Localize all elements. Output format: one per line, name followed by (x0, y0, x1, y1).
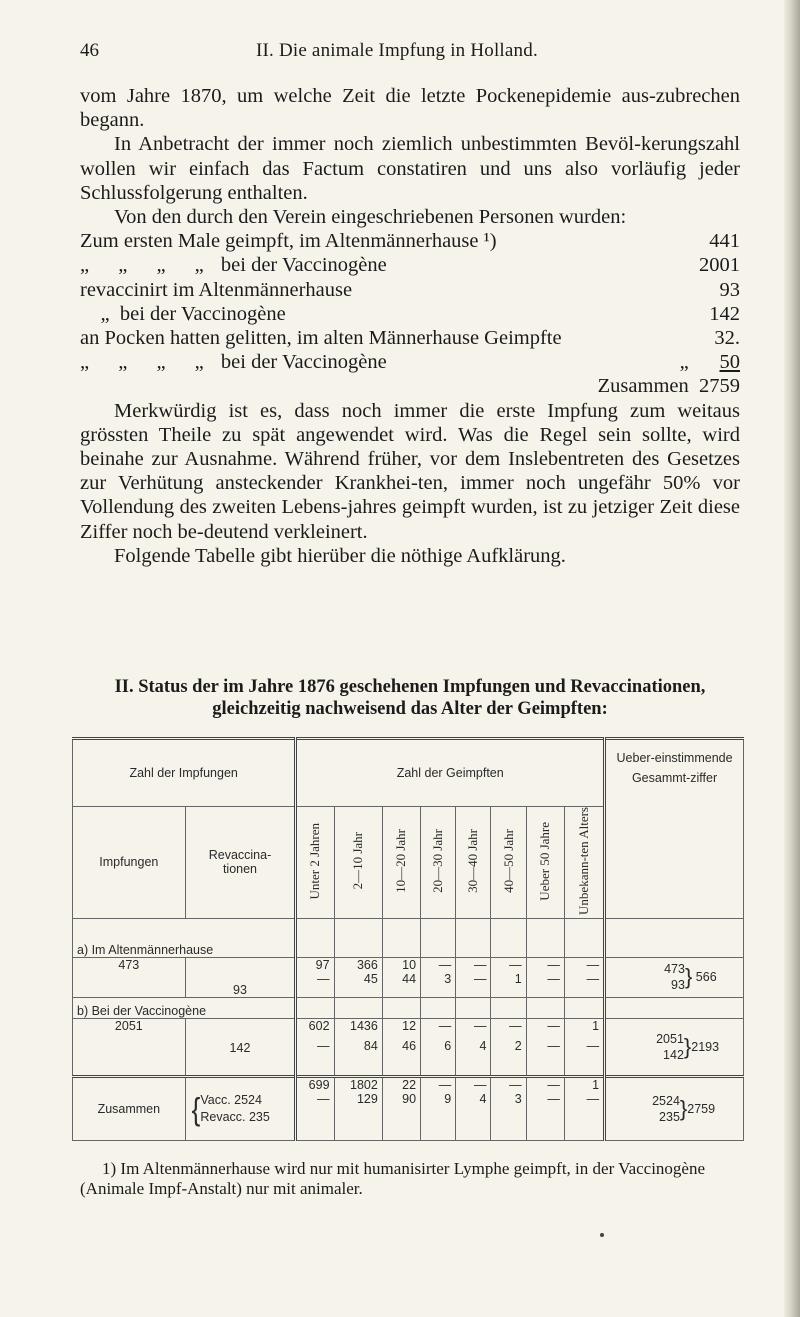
header-impfungen: Impfungen (73, 807, 186, 919)
stats-row: Zum ersten Male geimpft, im Altenmännerhause ¹) 441 (80, 230, 740, 253)
table-header-group-row (73, 739, 744, 807)
header-gesammt: Ueber-einstimmende Gesammt-ziffer (605, 739, 744, 919)
page-edge-shadow (784, 0, 800, 1317)
section-b-sum: 2051 142}2193 (605, 1018, 744, 1076)
section-a-label: a) Im Altenmännerhause (73, 918, 296, 957)
ink-dot (600, 1233, 604, 1237)
header-age: 2—10 Jahr (350, 832, 366, 890)
paragraph-3-intro: Von den durch den Verein eingeschriebenen Personen wurden: (114, 206, 627, 229)
total-sum: 2524 235}2759 (605, 1076, 744, 1140)
paragraph-2: In Anbetracht der immer noch ziemlich unbestimmten Bevöl-kerungszahl wollen wir einfach das Factum constatiren und uns also vorläufig jeder Schlussfolgerung enthalten. (80, 133, 740, 204)
vaccination-status-table (72, 737, 744, 1141)
header-geimpften-count: Zahl der Geimpften (296, 739, 605, 807)
footnote: 1) Im Altenmännerhause wird nur mit humanisirter Lymphe geimpft, in der Vaccinogène (Animale Impf-Anstalt) nur mit animaler. (80, 1159, 706, 1198)
table-title: II. Status der im Jahre 1876 geschehenen Impfungen und Revaccinationen, gleichzeitig nachweisend das Alter der Geimpften: (114, 677, 706, 719)
table-row: 2051 142 602 — 1436 84 12 46 — 6 — 4 — 2 — — 1 — 2051 142}2193 (73, 1018, 744, 1076)
section-b-label-row (73, 997, 744, 1018)
body-text (80, 84, 740, 568)
paragraph-4: Merkwürdig ist es, dass noch immer die erste Impfung zum weitaus grössten Theile zu spät angewendet wird. Was die Regel sein sollte, wird beinahe zur Ausnahme. Während früher, vor dem Inslebentreten des Gesetzes zur Verhütung ansteckender Krankhei-ten, immer noch ungefähr 50% vor Vollendung des zweiten Lebens-jahres geimpft wurden, ist zu jetziger Zeit diese Ziffer noch be-deutend verkleinert. (80, 399, 740, 543)
stats-row: „ „ „ „ bei der Vaccinogène 2001 (80, 254, 740, 277)
vaccination-stats (80, 229, 740, 398)
stats-row: revaccinirt im Altenmännerhause 93 (80, 278, 740, 301)
stats-total-row: Zusammen 2759 (597, 375, 740, 398)
stats-row: an Pocken hatten gelitten, im alten Männerhause Geimpfte 32. (80, 327, 740, 350)
total-vacc-revacc: { Vacc. 2524 Revacc. 235 (185, 1076, 296, 1140)
section-a-sum: 473 93} 566 (605, 957, 744, 997)
header-age: 40—50 Jahr (500, 829, 516, 893)
header-age: 10—20 Jahr (393, 829, 409, 893)
paragraph-5: Folgende Tabelle gibt hierüber die nöthige Aufklärung. (114, 544, 566, 567)
page-number: 46 (80, 40, 99, 61)
stats-row: „ „ „ „ bei der Vaccinogène „ 50 (80, 351, 740, 374)
header-age: 30—40 Jahr (465, 829, 481, 893)
table-row: 473 93 97 — 366 45 10 44 — 3 — — — 1 — — — — 473 93} 566 (73, 957, 744, 997)
table-row-zusammen: Zusammen { Vacc. 2524 Revacc. 235 699 — 1802 129 22 90 — 9 — 4 — 3 — — 1 — 2524 235}2759 (73, 1076, 744, 1140)
header-impfungen-count: Zahl der Impfungen (73, 739, 296, 807)
header-age: 20—30 Jahr (430, 829, 446, 893)
header-age: Unbekann-ten Alters (575, 807, 591, 915)
running-title: II. Die animale Impfung in Holland. (256, 40, 538, 61)
header-revaccinationen: Revaccina-tionen (185, 807, 296, 919)
section-a-label-row (73, 918, 744, 957)
section-b-label: b) Bei der Vaccinogène (73, 997, 296, 1018)
header-age: Ueber 50 Jahre (537, 821, 553, 901)
total-label: Zusammen (73, 1076, 186, 1140)
paragraph-1: vom Jahre 1870, um welche Zeit die letzte Pockenepidemie aus-zubrechen begann. (80, 85, 740, 132)
header-age: Unter 2 Jahren (307, 822, 323, 900)
stats-row: „ bei der Vaccinogène 142 (100, 302, 740, 325)
